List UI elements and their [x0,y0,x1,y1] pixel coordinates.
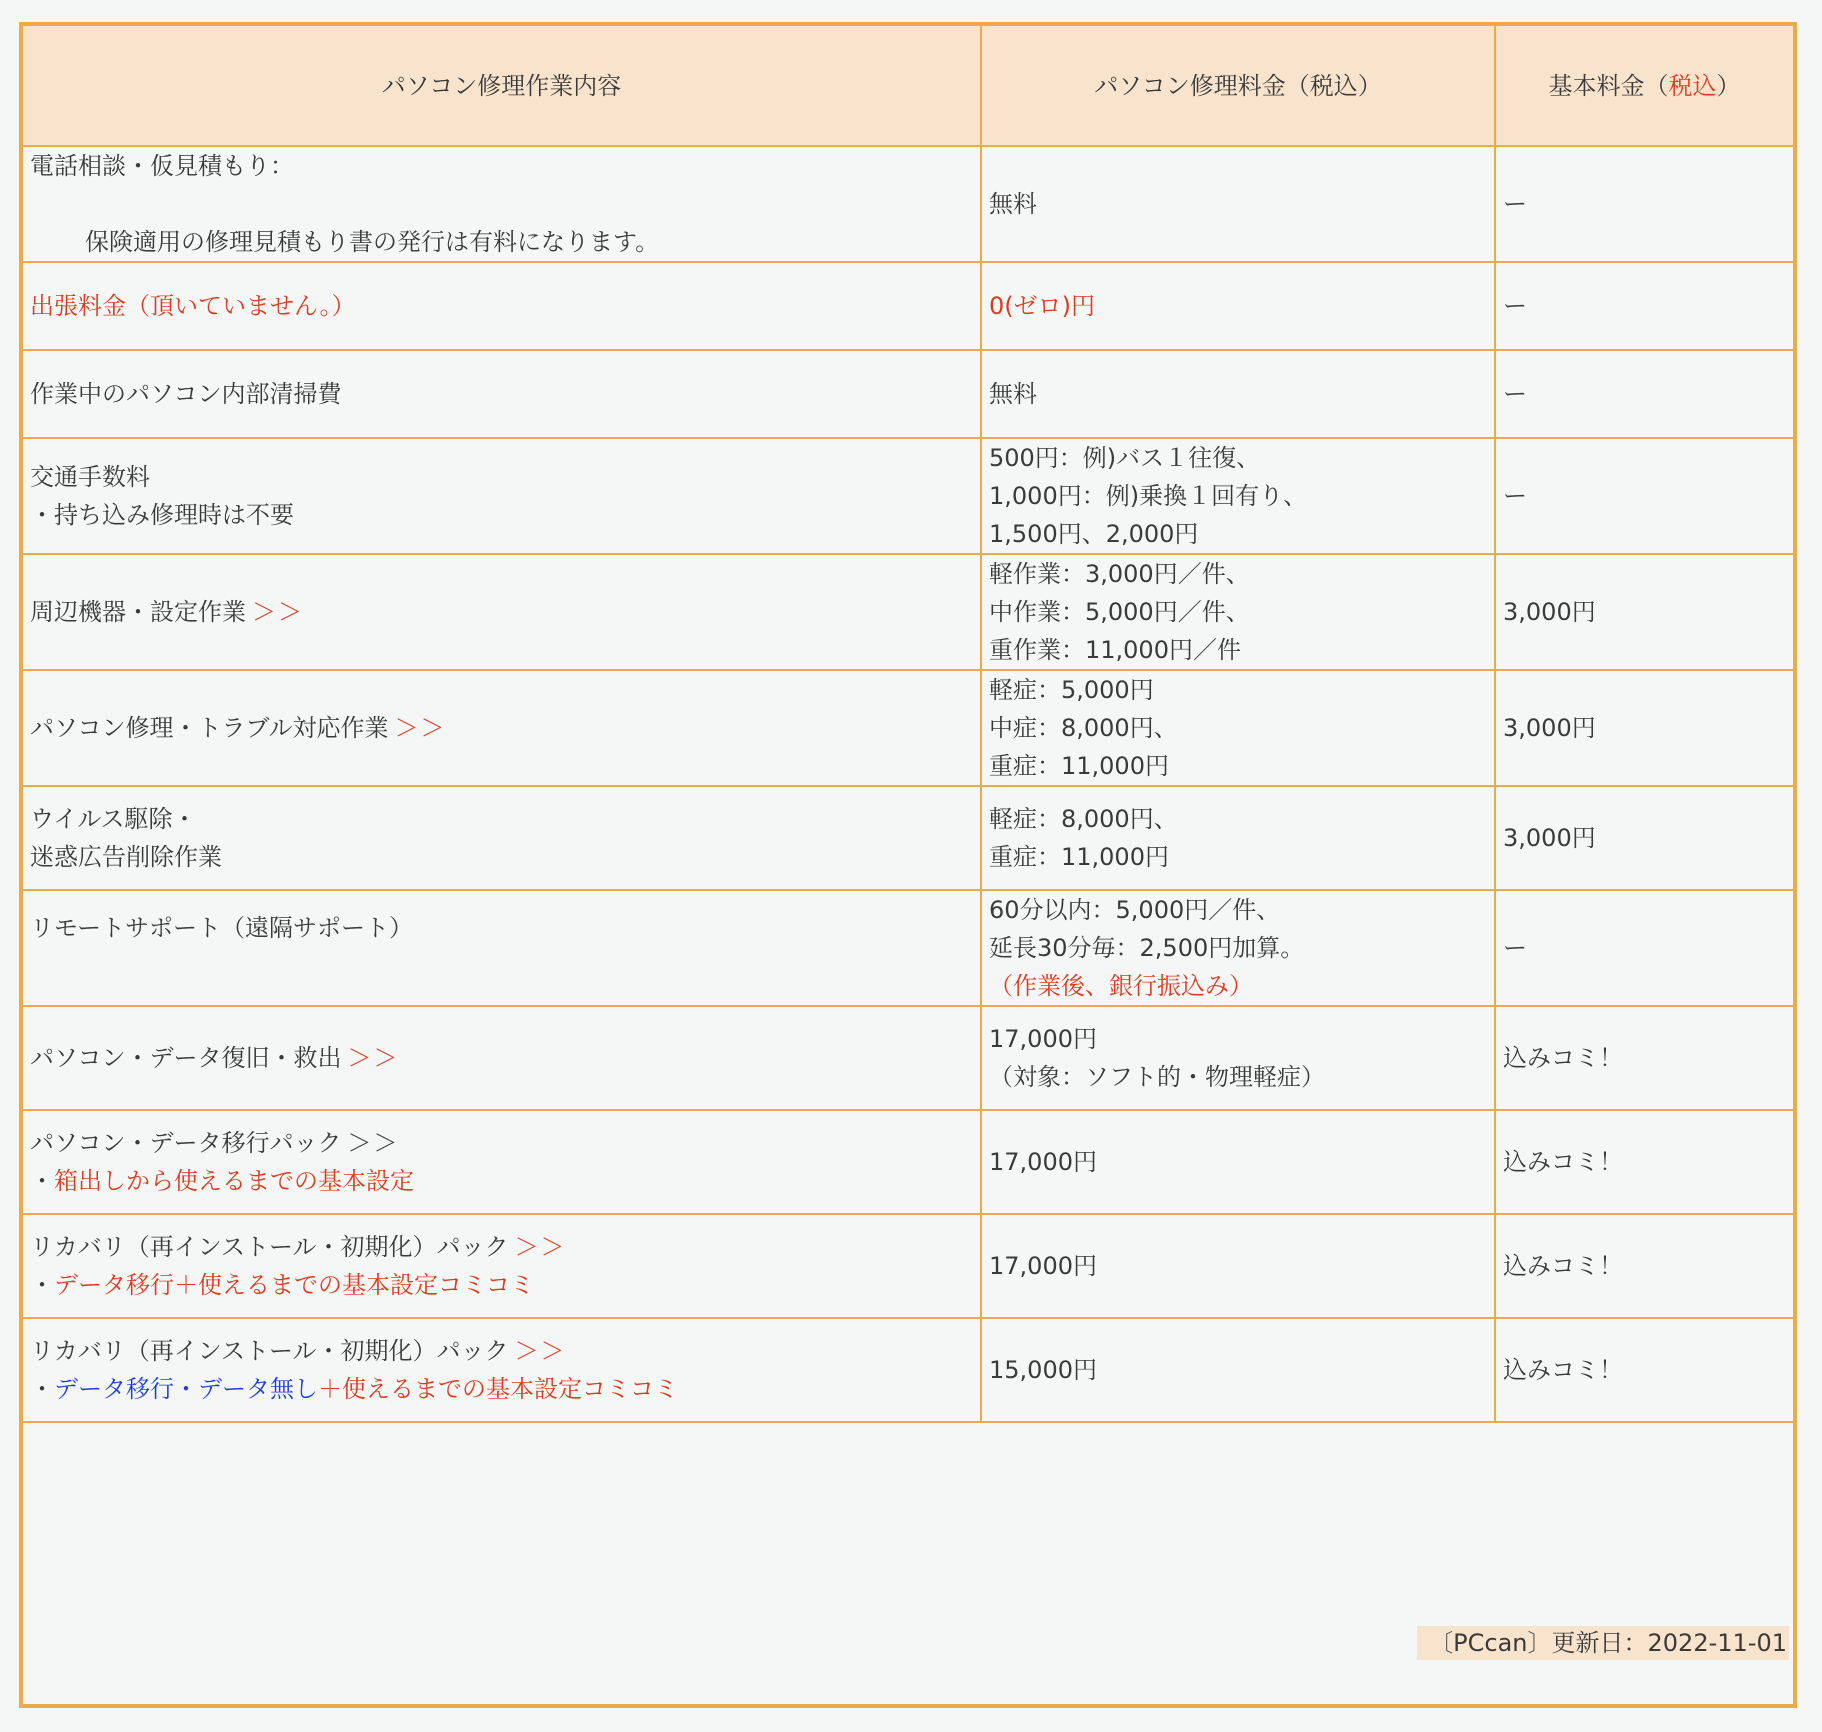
table-row [23,350,1793,438]
price-table [23,26,1793,1423]
row-base-cell: 込みコミ！ [1495,1006,1793,1110]
price-line: 重作業：11,000円／件 [989,636,1241,664]
row-base-cell: 3,000円 [1495,554,1793,670]
update-date-footer: 〔PCcan〕更新日：2022-11-01 [1417,1626,1789,1660]
row-base-cell: 3,000円 [1495,670,1793,786]
row-sub-red: 箱出しから使えるまでの基本設定 [54,1167,414,1195]
row-work-cell: 作業中のパソコン内部清掃費 [23,350,981,438]
row-work-cell [23,1214,981,1318]
row-price-cell [981,438,1495,554]
row-base-cell: ー [1495,438,1793,554]
detail-link-data-recovery[interactable]: ＞＞ [347,1044,400,1072]
row-sub-prefix: ・ [30,1167,54,1195]
row-title: リカバリ（再インストール・初期化）パック [30,1233,509,1261]
header-base-fee-suffix: ） [1716,71,1741,100]
row-sub-red: データ移行＋使えるまでの基本設定コミコミ [54,1271,534,1299]
header-base-fee-tax: 税込 [1668,71,1717,100]
table-row [23,438,1793,554]
row-work-cell [23,1318,981,1422]
row-sub-blue: データ移行・データ無し [54,1375,318,1403]
price-line: 中症：8,000円、 [989,714,1178,742]
detail-link-pc-repair[interactable]: ＞＞ [394,714,447,742]
detail-link-peripheral-setup[interactable]: ＞＞ [252,598,304,626]
price-line: 17,000円 [989,1025,1097,1053]
table-row [23,1214,1793,1318]
price-note: （作業後、銀行振込み） [989,972,1253,1000]
header-work-content: パソコン修理作業内容 [23,26,981,146]
row-work-cell [23,786,981,890]
table-row [23,146,1793,262]
row-price-cell: 15,000円 [981,1318,1495,1422]
row-base-cell: 込みコミ！ [1495,1214,1793,1318]
row-work-cell [23,670,981,786]
table-row [23,890,1793,1006]
row-title: パソコン・データ復旧・救出 [30,1044,342,1072]
row-work-cell [23,1110,981,1214]
row-sub: ・持ち込み修理時は不要 [30,501,294,529]
row-price-cell [981,1006,1495,1110]
row-base-cell: 込みコミ！ [1495,1318,1793,1422]
price-line: 軽症：5,000円 [989,676,1154,704]
row-title: 迷惑広告削除作業 [30,843,222,871]
table-row [23,554,1793,670]
row-price-cell: 0(ゼロ)円 [981,262,1495,350]
row-work-cell [23,1006,981,1110]
row-base-cell: ー [1495,262,1793,350]
row-work-cell: 出張料金（頂いていません。） [23,262,981,350]
price-line: 軽症：8,000円、 [989,805,1178,833]
price-line: 中作業：5,000円／件、 [989,598,1250,626]
price-line: 1,000円：例)乗換１回有り、 [989,482,1308,510]
row-price-cell [981,554,1495,670]
price-line: 延長30分毎：2,500円加算。 [989,934,1305,962]
row-price-cell [981,670,1495,786]
detail-link-recovery-pack-no-data[interactable]: ＞＞ [514,1337,567,1365]
row-title: リカバリ（再インストール・初期化）パック [30,1337,509,1365]
row-base-cell: ー [1495,146,1793,262]
price-table-frame [19,22,1797,1708]
table-row [23,786,1793,890]
price-line: 60分以内：5,000円／件、 [989,896,1281,924]
row-base-cell: 込みコミ！ [1495,1110,1793,1214]
row-work-cell [23,890,981,1006]
detail-link-data-migration[interactable]: ＞＞ [347,1129,400,1157]
header-base-fee-prefix: 基本料金（ [1548,71,1669,100]
row-sub [30,1370,973,1408]
row-base-cell: 3,000円 [1495,786,1793,890]
row-sub-red: ＋使えるまでの基本設定コミコミ [318,1375,678,1403]
table-row [23,1006,1793,1110]
row-sub [30,1162,973,1200]
row-title: 周辺機器・設定作業 [30,598,246,626]
row-price-cell: 17,000円 [981,1214,1495,1318]
detail-link-recovery-pack[interactable]: ＞＞ [514,1233,567,1261]
row-sub-prefix: ・ [30,1271,54,1299]
price-line: 500円：例)バス１往復、 [989,444,1261,472]
row-price-cell: 無料 [981,350,1495,438]
price-line: （対象：ソフト的・物理軽症） [989,1063,1325,1091]
row-title: 交通手数料 [30,463,150,491]
price-line: 1,500円、2,000円 [989,520,1199,548]
row-title: パソコン修理・トラブル対応作業 [30,714,389,742]
row-work-cell [23,146,981,262]
table-row [23,670,1793,786]
row-work-cell [23,554,981,670]
price-line: 軽作業：3,000円／件、 [989,560,1250,588]
row-price-cell [981,786,1495,890]
row-price-cell: 無料 [981,146,1495,262]
row-base-cell: ー [1495,890,1793,1006]
table-row [23,1318,1793,1422]
price-line: 重症：11,000円 [989,843,1169,871]
price-line: 重症：11,000円 [989,752,1169,780]
table-row [23,262,1793,350]
row-title: リモートサポート（遠隔サポート） [30,914,414,942]
table-row [23,1110,1793,1214]
row-title: 電話相談・仮見積もり： [30,152,294,180]
row-note [30,223,973,261]
row-sub [30,1266,973,1304]
row-work-cell [23,438,981,554]
table-header-row [23,26,1793,146]
header-base-fee [1495,26,1793,146]
row-title: パソコン・データ移行パック [30,1129,342,1157]
row-price-cell [981,890,1495,1006]
row-title: ウイルス駆除・ [30,805,197,833]
header-repair-fee: パソコン修理料金（税込） [981,26,1495,146]
row-note-text: 保険適用の修理見積もり書の発行は有料になります。 [85,228,660,256]
row-price-cell: 17,000円 [981,1110,1495,1214]
row-sub-prefix: ・ [30,1375,54,1403]
row-base-cell: ー [1495,350,1793,438]
